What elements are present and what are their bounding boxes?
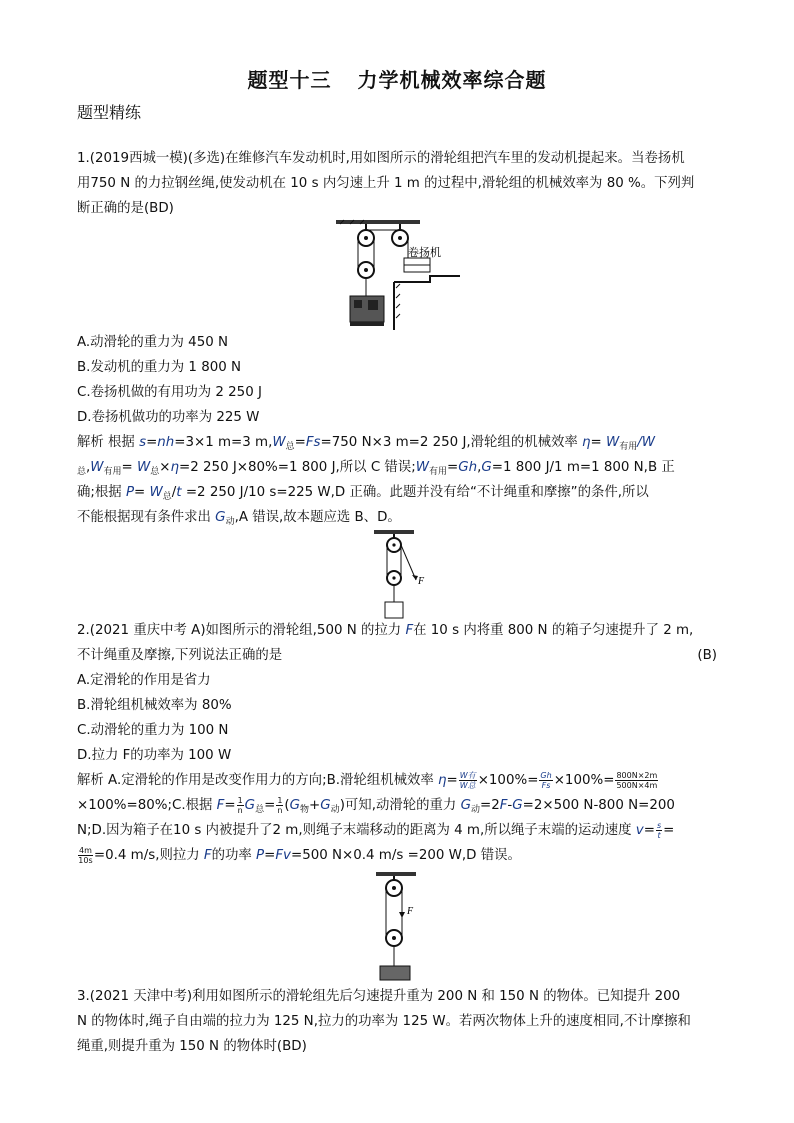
q1-explanation: 解析 根据 s=nh=3×1 m=3 $m,W_总=Fs=750$ N×3 m=2 250 J,滑轮组的机械效率 $\eta= W_{有用}/W$ $_总,W_{有用}= W_总\times\eta=2$ 250 J×80%=1 800 J,所以 C 错误$;W_{有用}=Gh,G=1$ 800 J/1 m=1 800 N,B 正 确;根据 $P= W_总/t =2$ 250 J/10 s=225 W,D 正确。此题并没有给“不计绳重和摩擦”的条件,所以 不能根据现有条件求出 $G_动,A$ 错误,故本题应选 B、D。 bbox=[77, 435, 675, 527]
question-2: 2.(2021 重庆中考 A)如图所示的滑轮组,500 N 的拉力 F在 10 s 内将重 800 N 的箱子匀速提升了 2 m, 不计绳重及摩擦,下列说法正确的是 (B) bbox=[77, 618, 717, 668]
q3-line-2: N 的物体时,绳子自由端的拉力为 125 N,拉力的功率为 125 W。若两次物体上升的速度相同,不计摩擦和 bbox=[77, 1014, 691, 1029]
q1-options bbox=[77, 330, 717, 430]
section-heading: 题型精练 bbox=[77, 103, 142, 122]
pulley-figure-3 bbox=[372, 872, 432, 984]
q2-explanation: 解析 A.定滑轮的作用是改变作用力的方向;B.滑轮组机械效率 η= $\frac{\text{W有}}{\text{W总}}$ ×100%= $\frac{Gh}{Fs}$ ×100%= $\frac{800N\times 2m}{500N\times 4m}$ ×100%=80%;C.根据 F= $\frac{1}{n}$ $G_总=$ $\frac{1}{n}$ $(G_物+G_动)$可知,动滑轮的重力 $G_动=2F-G=2\times 500$ N-800 N=200 N;D.因为箱子在10 s 内被提升了2 m,则绳子末端移动的距离为 4 m,所以绳子末端的运动速度 v= $\frac{s}{t}$ = $\frac{4m}{10s}$ =0.4 m/s,则拉力 F的功率 P=Fv=500 N×0.4 m/s =200 W,D 错误。 bbox=[77, 770, 675, 865]
q2-options bbox=[77, 668, 717, 768]
question-1 bbox=[77, 146, 717, 221]
q1-option-c: C.卷扬机做的有用功为 2 250 J bbox=[77, 385, 262, 400]
q1-line-1: 1.(2019西城一模)(多选)在维修汽车发动机时,用如图所示的滑轮组把汽车里的发动机提起来。当卷扬机 bbox=[77, 151, 685, 166]
q3-line-1: 3.(2021 天津中考)利用如图所示的滑轮组先后匀速提升重为 200 N 和 150 N 的物体。已知提升 200 bbox=[77, 989, 681, 1004]
question-3 bbox=[77, 984, 717, 1059]
page-title: 题型十三 力学机械效率综合题 bbox=[247, 68, 547, 92]
q2-option-b: B.滑轮组机械效率为 80% bbox=[77, 698, 232, 713]
engine-block bbox=[350, 296, 384, 322]
hoist-pulley-figure bbox=[330, 218, 466, 332]
q2-answer: (B) bbox=[697, 648, 717, 663]
q1-line-3: 断正确的是(BD) bbox=[77, 201, 174, 216]
force-label: F bbox=[418, 576, 425, 587]
q1-option-b: B.发动机的重力为 1 800 N bbox=[77, 360, 242, 375]
q1-line-2: 用750 N 的力拉钢丝绳,使发动机在 10 s 内匀速上升 1 m 的过程中,滑轮组的机械效率为 80 %。下列判 bbox=[77, 176, 695, 191]
q3-line-3: 绳重,则提升重为 150 N 的物体时(BD) bbox=[77, 1039, 307, 1054]
force-label-3: F bbox=[407, 906, 414, 917]
weight-block bbox=[380, 966, 410, 980]
q1-option-a: A.动滑轮的重力为 450 N bbox=[77, 335, 229, 350]
q2-option-a: A.定滑轮的作用是省力 bbox=[77, 673, 211, 688]
q1-option-d: D.卷扬机做功的功率为 225 W bbox=[77, 410, 260, 425]
ledge bbox=[394, 276, 460, 282]
box bbox=[385, 602, 403, 618]
q2-option-d: D.拉力 F的功率为 100 W bbox=[77, 748, 232, 763]
ceiling-beam bbox=[336, 220, 420, 224]
winch-label: 卷扬机 bbox=[408, 247, 441, 259]
q2-option-c: C.动滑轮的重力为 100 N bbox=[77, 723, 229, 738]
pulley-figure-2 bbox=[368, 530, 438, 620]
